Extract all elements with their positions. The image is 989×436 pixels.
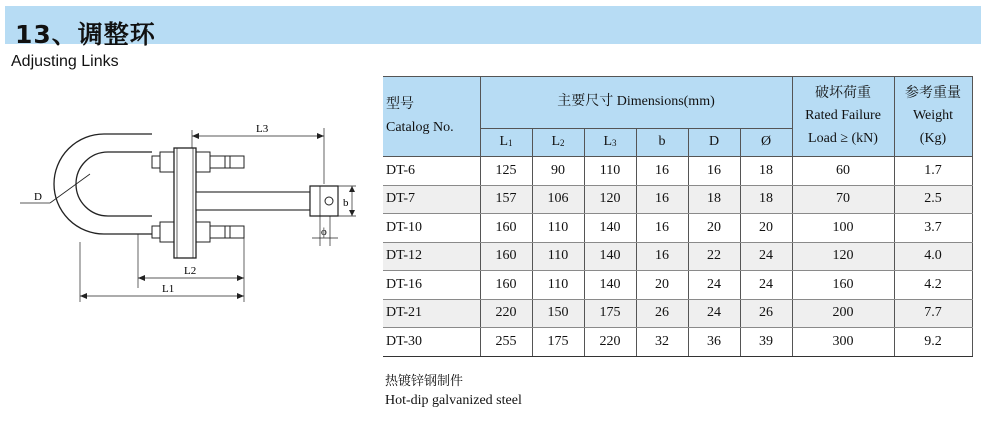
cell-load: 200 — [792, 299, 894, 328]
header-weight-en2: (Kg) — [919, 130, 947, 146]
cell-D: 16 — [688, 157, 740, 186]
header-L3-main: L — [603, 134, 613, 150]
header-L3-sub: 3 — [612, 138, 617, 149]
header-L1-main: L — [499, 134, 509, 150]
u-link-outer — [54, 134, 152, 234]
table-row — [383, 185, 972, 214]
cell-L3: 120 — [584, 185, 636, 214]
cell-load: 70 — [792, 185, 894, 214]
cell-L3: 140 — [584, 271, 636, 300]
cell-D: 18 — [688, 185, 740, 214]
cell-model: DT-10 — [383, 214, 480, 243]
header-failure-en1: Rated Failure — [805, 108, 881, 124]
material-note-cn: 热镀锌钢制件 — [385, 374, 464, 389]
nut-top-right — [196, 152, 210, 172]
nut-bottom-left — [160, 222, 174, 242]
cell-load: 160 — [792, 271, 894, 300]
cell-L2: 110 — [532, 214, 584, 243]
cell-phi: 39 — [740, 328, 792, 357]
cell-L3: 140 — [584, 242, 636, 271]
header-failure-load — [792, 77, 894, 157]
cell-weight: 1.7 — [894, 157, 972, 186]
spec-table — [383, 76, 973, 357]
cell-load: 300 — [792, 328, 894, 357]
cell-L2: 90 — [532, 157, 584, 186]
table-row — [383, 242, 972, 271]
header-weight-cn: 参考重量 — [905, 85, 961, 101]
cell-phi: 26 — [740, 299, 792, 328]
cell-weight: 3.7 — [894, 214, 972, 243]
header-failure-en2: Load ≥ (kN) — [808, 130, 878, 146]
diagram-label-L1: L1 — [162, 283, 175, 295]
header-model-en: Catalog No. — [386, 119, 454, 135]
cell-L2: 175 — [532, 328, 584, 357]
page-subtitle: Adjusting Links — [11, 53, 119, 70]
cell-L1: 157 — [480, 185, 532, 214]
header-weight-en1: Weight — [912, 108, 954, 124]
cell-b: 26 — [636, 299, 688, 328]
table-row — [383, 271, 972, 300]
cell-L1: 125 — [480, 157, 532, 186]
cell-model: DT-21 — [383, 299, 480, 328]
header-model-cn: 型号 — [386, 97, 414, 113]
cell-D: 22 — [688, 242, 740, 271]
diagram-label-b: b — [343, 197, 349, 209]
material-note-en: Hot-dip galvanized steel — [385, 393, 522, 408]
cell-L2: 110 — [532, 242, 584, 271]
cell-model: DT-6 — [383, 157, 480, 186]
cell-L1: 220 — [480, 299, 532, 328]
cell-L2: 150 — [532, 299, 584, 328]
cell-phi: 18 — [740, 157, 792, 186]
cell-L2: 106 — [532, 185, 584, 214]
page-title: 13、调整环 — [15, 20, 156, 49]
table-row — [383, 328, 972, 357]
header-L2 — [532, 129, 584, 157]
u-link-inner — [76, 152, 152, 216]
tongue — [196, 192, 310, 210]
cell-L3: 110 — [584, 157, 636, 186]
header-weight — [894, 77, 972, 157]
cell-L1: 160 — [480, 214, 532, 243]
cell-phi: 24 — [740, 271, 792, 300]
adjusting-link-diagram — [20, 112, 360, 312]
tongue-hole — [325, 197, 333, 205]
diagram-label-D: D — [34, 191, 42, 203]
cell-weight: 2.5 — [894, 185, 972, 214]
cell-b: 16 — [636, 242, 688, 271]
cell-b: 20 — [636, 271, 688, 300]
diagram-label-L2: L2 — [184, 265, 197, 277]
cell-weight: 9.2 — [894, 328, 972, 357]
header-bar — [5, 6, 981, 49]
header-L1 — [480, 129, 532, 157]
cell-b: 16 — [636, 214, 688, 243]
header-b: b — [636, 129, 688, 157]
cell-load: 60 — [792, 157, 894, 186]
cell-model: DT-16 — [383, 271, 480, 300]
header-D: D — [688, 129, 740, 157]
cell-D: 20 — [688, 214, 740, 243]
cell-L2: 110 — [532, 271, 584, 300]
cell-phi: 24 — [740, 242, 792, 271]
cell-model: DT-12 — [383, 242, 480, 271]
cell-L3: 140 — [584, 214, 636, 243]
cell-weight: 4.0 — [894, 242, 972, 271]
cell-b: 16 — [636, 185, 688, 214]
diagram-label-phi: ϕ — [321, 226, 327, 238]
cell-b: 16 — [636, 157, 688, 186]
header-dimensions: 主要尺寸 Dimensions(mm) — [480, 77, 792, 129]
cell-D: 36 — [688, 328, 740, 357]
nut-bottom-right — [196, 222, 210, 242]
cell-L1: 255 — [480, 328, 532, 357]
cell-L1: 160 — [480, 242, 532, 271]
header-L3 — [584, 129, 636, 157]
cell-model: DT-7 — [383, 185, 480, 214]
nut-top-left — [160, 152, 174, 172]
cell-L3: 220 — [584, 328, 636, 357]
cell-model: DT-30 — [383, 328, 480, 357]
header-L2-sub: 2 — [560, 138, 565, 149]
table-row — [383, 157, 972, 186]
cell-weight: 4.2 — [894, 271, 972, 300]
cell-L3: 175 — [584, 299, 636, 328]
cell-weight: 7.7 — [894, 299, 972, 328]
cell-D: 24 — [688, 271, 740, 300]
header-L2-main: L — [551, 134, 561, 150]
header-phi: Ø — [740, 129, 792, 157]
header-L1-sub: 1 — [508, 138, 513, 149]
header-failure-cn: 破坏荷重 — [815, 85, 871, 101]
header-model — [383, 77, 480, 157]
diagram-label-L3: L3 — [256, 123, 269, 135]
tongue-end — [310, 186, 338, 216]
cell-phi: 18 — [740, 185, 792, 214]
cell-phi: 20 — [740, 214, 792, 243]
cell-load: 120 — [792, 242, 894, 271]
table-row — [383, 299, 972, 328]
cell-b: 32 — [636, 328, 688, 357]
table-row — [383, 214, 972, 243]
cell-load: 100 — [792, 214, 894, 243]
cell-D: 24 — [688, 299, 740, 328]
cell-L1: 160 — [480, 271, 532, 300]
